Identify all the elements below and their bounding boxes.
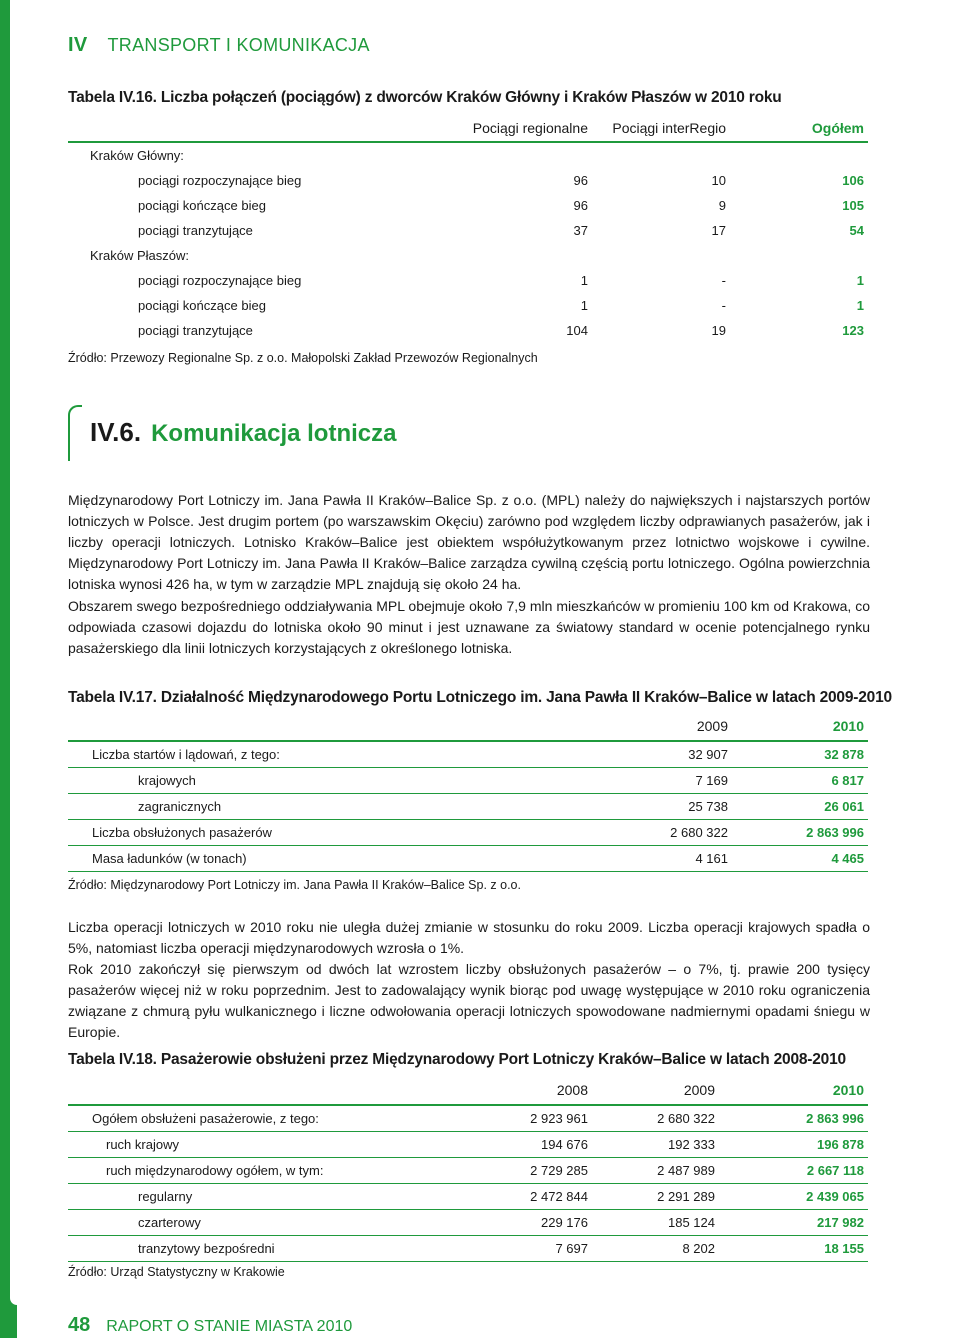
table-17-title: Tabela IV.17. Działalność Międzynarodowego Portu Lotniczego im. Jana Pawła II Kraków–Balice w latach 2009-2010 bbox=[68, 689, 892, 706]
table-row: pociągi rozpoczynające bieg 96 10 106 bbox=[138, 173, 864, 188]
chapter-title: TRANSPORT I KOMUNIKACJA bbox=[107, 35, 370, 55]
paragraph: Rok 2010 zakończył się pierwszym od dwóch lat wzrostem liczby obsłużonych pasażerów – o 7%, tj. prawie 200 tysięcy pasażerów więcej niż w roku poprzednim. Jest to zadowalający wynik biorąc pod uwagę występujące w 2010 roku ograniczenia związane z chmurą pyłu wulkanicznego i liczne odwołowania operacji lotniczych spowodowane nadmiernymi opadami śniegu w Europie. bbox=[68, 961, 870, 1040]
table-row: tranzytowy bezpośredni 7 697 8 202 18 155 bbox=[68, 1236, 868, 1262]
table-18 bbox=[68, 1076, 868, 1262]
table-row: ruch międzynarodowy ogółem, w tym: 2 729 285 2 487 989 2 667 118 bbox=[68, 1158, 868, 1184]
paragraph: Liczba operacji lotniczych w 2010 roku nie uległa dużej zmianie w stosunku do roku 2009. Liczba operacji krajowych spadła o 5%, natomiast liczba operacji międzynarodowych wzrosła o 1%. bbox=[68, 919, 870, 956]
col-regional: Pociągi regionalne bbox=[468, 115, 588, 142]
col-2009: 2009 bbox=[588, 1076, 715, 1105]
paragraph: Międzynarodowy Port Lotniczy im. Jana Pawła II Kraków–Balice Sp. z o.o. (MPL) należy do największych i najstarszych portów lotniczych w Polsce. Jest drugim portem (po warszawskim Okęciu) zarówno pod względem liczby odprawianych pasażerów, jak i liczby operacji lotniczych. Lotnisko Kraków–Balice jest obiektem współużytkowanym przez lotnictwo wojskowe i cywilne. Międzynarodowy Port Lotniczy im. Jana Pawła II Kraków–Balice zarządza cywilną częścią portu lotniczego. Ogólna powierzchnia lotniska wynosi 426 ha, w tym w zarządzie MPL znajdują się około 24 ha. bbox=[68, 492, 870, 592]
table-16-title: Tabela IV.16. Liczba połączeń (pociągów) z dworców Kraków Główny i Kraków Płaszów w 2010 roku bbox=[68, 89, 782, 106]
table-row: pociągi kończące bieg 96 9 105 bbox=[138, 198, 864, 213]
table-row: pociągi kończące bieg 1 - 1 bbox=[138, 298, 864, 313]
table-17 bbox=[68, 712, 868, 872]
table-row: Ogółem obsłużeni pasażerowie, z tego: 2 923 961 2 680 322 2 863 996 bbox=[68, 1105, 868, 1132]
group-label: Kraków Płaszów: bbox=[90, 248, 189, 263]
col-2009: 2009 bbox=[608, 712, 728, 741]
col-interregio: Pociągi interRegio bbox=[588, 115, 726, 142]
table-row: pociągi tranzytujące 104 19 123 bbox=[138, 323, 864, 338]
footer-title: RAPORT O STANIE MIASTA 2010 bbox=[106, 1318, 353, 1335]
col-total: Ogółem bbox=[726, 115, 868, 142]
col-2008: 2008 bbox=[488, 1076, 588, 1105]
table-row: Liczba obsłużonych pasażerów 2 680 322 2 863 996 bbox=[68, 820, 868, 846]
table-17-source: Źródło: Międzynarodowy Port Lotniczy im. Jana Pawła II Kraków–Balice Sp. z o.o. bbox=[68, 878, 521, 892]
table-row: pociągi tranzytujące 37 17 54 bbox=[138, 223, 864, 238]
section-bracket bbox=[68, 405, 82, 461]
side-accent-bar bbox=[0, 0, 17, 1338]
section-heading bbox=[68, 405, 868, 465]
table-row: zagranicznych 25 738 26 061 bbox=[68, 794, 868, 820]
table-row: krajowych 7 169 6 817 bbox=[68, 768, 868, 794]
page-footer bbox=[68, 1314, 352, 1337]
page-number: 48 bbox=[68, 1314, 91, 1336]
table-row: Liczba startów i lądowań, z tego: 32 907 32 878 bbox=[68, 741, 868, 768]
table-18-source: Źródło: Urząd Statystyczny w Krakowie bbox=[68, 1265, 285, 1279]
table-16 bbox=[68, 115, 868, 343]
chapter-header bbox=[68, 34, 370, 57]
table-row: pociągi rozpoczynające bieg 1 - 1 bbox=[138, 273, 864, 288]
table-row: ruch krajowy 194 676 192 333 196 878 bbox=[68, 1132, 868, 1158]
table-18-title: Tabela IV.18. Pasażerowie obsłużeni przez Międzynarodowy Port Lotniczy Kraków–Balice w latach 2008-2010 bbox=[68, 1051, 846, 1068]
chapter-number: IV bbox=[68, 34, 88, 56]
table-row: czarterowy 229 176 185 124 217 982 bbox=[68, 1210, 868, 1236]
col-2010: 2010 bbox=[728, 712, 868, 741]
col-2010: 2010 bbox=[715, 1076, 868, 1105]
section-title: Komunikacja lotnicza bbox=[151, 420, 397, 447]
group-label: Kraków Główny: bbox=[90, 148, 184, 163]
paragraph: Obszarem swego bezpośredniego oddziaływania MPL obejmuje około 7,9 mln mieszkańców w promieniu 100 km od Krakowa, co odpowiada czasowi dojazdu do lotniska około 90 minut i jest uznawane za światowy standard w ocenie potencjalnego rynku pasażerskiego dla linii lotniczych korzystających z określonego lotniska. bbox=[68, 598, 870, 656]
section-number: IV.6. bbox=[90, 417, 142, 447]
table-row: regularny 2 472 844 2 291 289 2 439 065 bbox=[68, 1184, 868, 1210]
table-16-source: Źródło: Przewozy Regionalne Sp. z o.o. Małopolski Zakład Przewozów Regionalnych bbox=[68, 351, 538, 365]
table-row: Masa ładunków (w tonach) 4 161 4 465 bbox=[68, 846, 868, 872]
